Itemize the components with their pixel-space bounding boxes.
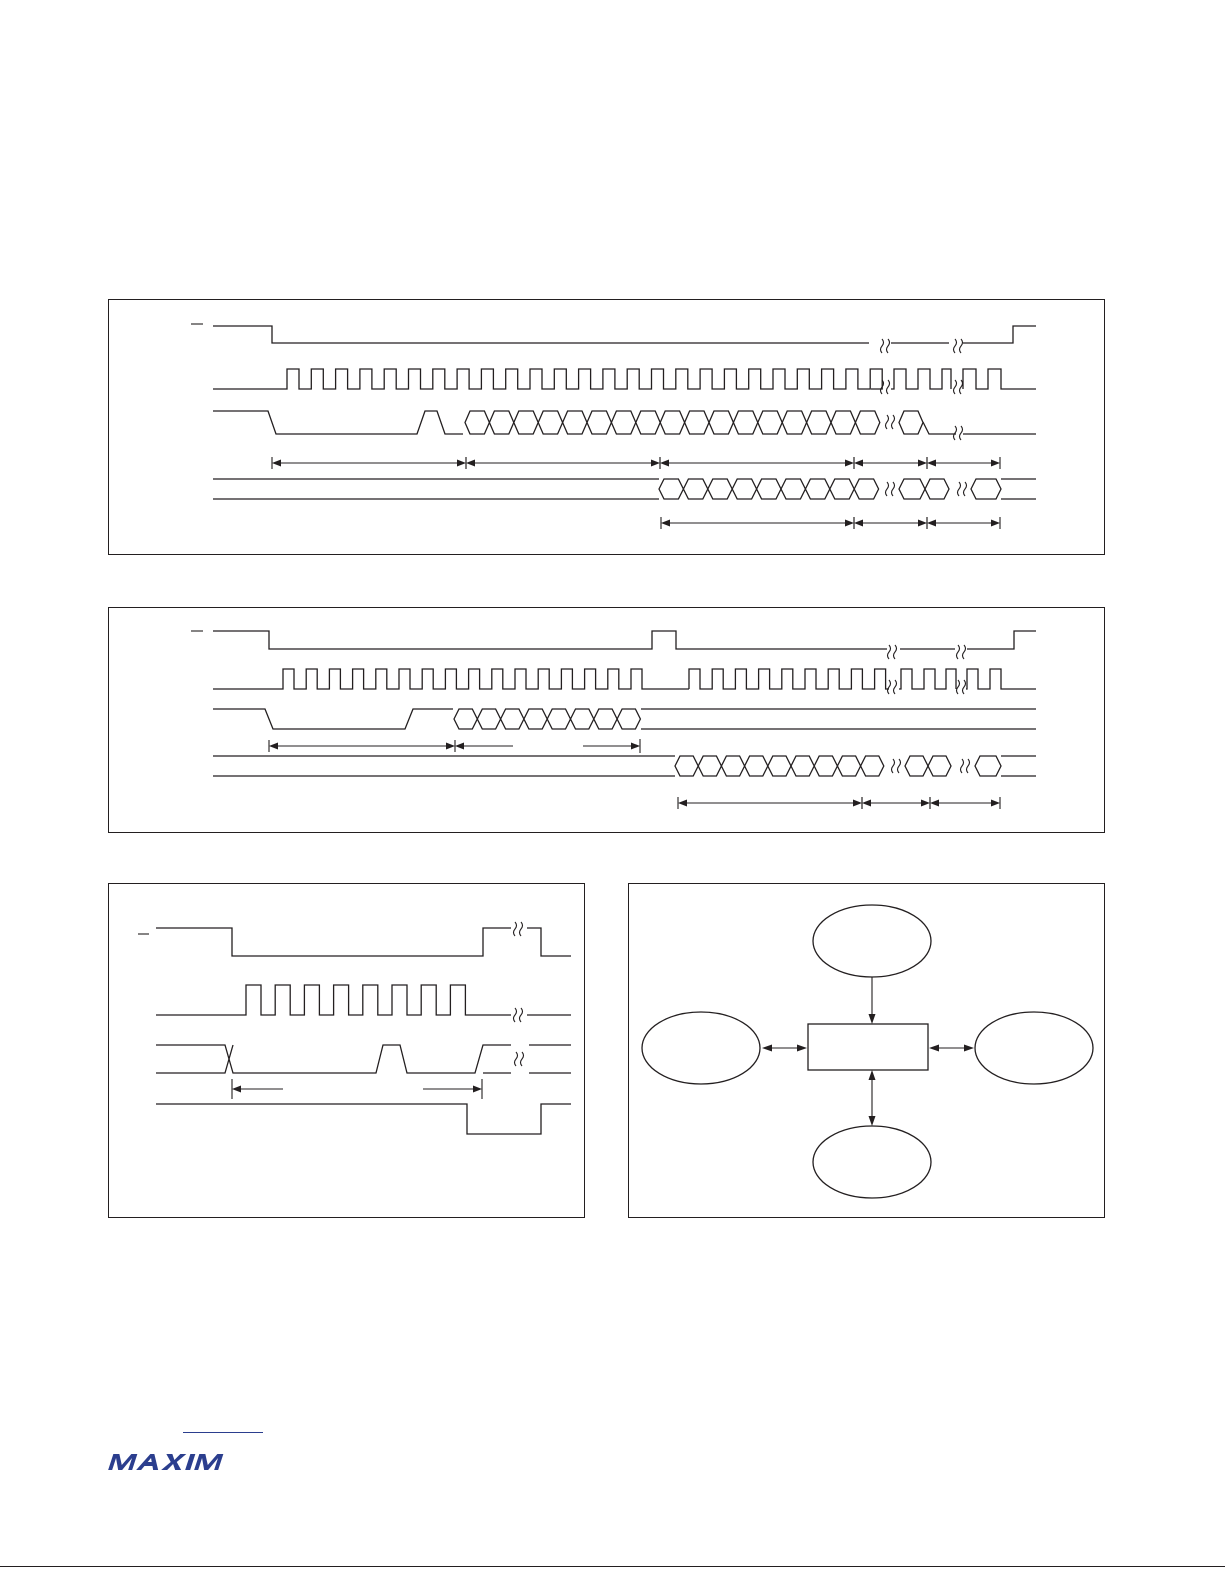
dim-b5-arrow-right — [991, 800, 1000, 807]
din-bus-cell — [733, 411, 757, 434]
dout-bus-cell — [905, 756, 928, 776]
sclk-waveform — [689, 669, 889, 689]
break-mark — [957, 680, 966, 694]
dout-bus-cell — [899, 479, 925, 499]
timing-figure-b-svg — [109, 608, 1106, 834]
dim-a7-arrow-right — [918, 520, 927, 527]
right-center-arrowhead — [964, 1045, 974, 1052]
sclk-waveform — [899, 669, 956, 689]
din-bus-cell — [454, 709, 477, 729]
sclk-waveform — [963, 369, 1036, 389]
sclk-waveform — [966, 669, 1036, 689]
top-ellipse — [813, 905, 931, 977]
din-bus-cell — [563, 411, 587, 434]
dim-a2-arrow-left — [466, 460, 475, 467]
din-bus-cell — [611, 411, 635, 434]
dim-a2-arrow-right — [651, 460, 660, 467]
din-bus-cell — [617, 709, 640, 729]
break-mark — [888, 680, 897, 694]
dout-bus-cell — [659, 479, 683, 499]
dim-a8-arrow-right — [991, 520, 1000, 527]
dim-a1-arrow-right — [457, 460, 466, 467]
dim-a4-arrow-right — [918, 460, 927, 467]
dout-bus-cell — [732, 479, 756, 499]
dim-a6-arrow-right — [845, 520, 854, 527]
din-bus-cell — [660, 411, 684, 434]
dim-a3-arrow-left — [660, 460, 669, 467]
sclk-waveform — [156, 985, 511, 1015]
break-mark — [881, 339, 890, 353]
break-mark — [514, 922, 523, 936]
din-bus-cell — [547, 709, 570, 729]
dim-b1-arrow-right — [446, 743, 455, 750]
dim-a7-arrow-left — [854, 520, 863, 527]
footer-link-underline[interactable] — [183, 1432, 263, 1433]
din-bus-cell — [587, 411, 611, 434]
sclk-waveform — [213, 369, 882, 389]
din-bus-cell — [594, 709, 617, 729]
break-mark — [954, 426, 963, 440]
din-waveform — [923, 422, 956, 434]
cs-waveform — [213, 326, 869, 343]
din-bus-cell — [709, 411, 733, 434]
cs-waveform — [967, 631, 1036, 649]
din-waveform — [156, 1045, 233, 1073]
dim-b2-arrow-left — [455, 743, 464, 750]
dim-a8-arrow-left — [927, 520, 936, 527]
din-bus-cell — [538, 411, 562, 434]
dout-bus-cell — [757, 479, 781, 499]
dout-bus-cell — [805, 479, 829, 499]
dim-a3-arrow-right — [845, 460, 854, 467]
dim-c1-arrow-right — [473, 1086, 482, 1093]
dout-bus-cell — [814, 756, 837, 776]
din-waveform — [213, 709, 453, 729]
timing-figure-a — [108, 299, 1105, 555]
sclk-waveform — [891, 369, 951, 389]
din-bus-cell — [831, 411, 855, 434]
break-mark — [892, 759, 901, 773]
din-bus-cell — [855, 411, 879, 434]
center-box — [808, 1024, 928, 1070]
dim-b3-arrow-right — [853, 800, 862, 807]
dim-a5-arrow-right — [991, 460, 1000, 467]
dim-a1-arrow-left — [272, 460, 281, 467]
dout-waveform — [156, 1104, 571, 1134]
din-bus-cell — [807, 411, 831, 434]
top-to-center-arrowhead — [869, 1014, 876, 1024]
center-bottom-arrowhead — [869, 1116, 876, 1126]
dout-bus-cell — [925, 479, 949, 499]
break-mark — [886, 482, 895, 496]
left-center-arrowhead — [797, 1045, 807, 1052]
dim-b4-arrow-right — [921, 800, 930, 807]
din-bus-cell — [899, 411, 923, 434]
din-bus-cell — [782, 411, 806, 434]
dout-bus-cell — [837, 756, 860, 776]
din-bus-cell — [501, 709, 524, 729]
din-bus-cell — [571, 709, 594, 729]
dout-bus-cell — [830, 479, 854, 499]
block-diagram-svg — [629, 884, 1106, 1219]
break-mark — [957, 645, 966, 659]
dim-a4-arrow-left — [854, 460, 863, 467]
break-mark — [961, 759, 970, 773]
right-ellipse — [975, 1012, 1093, 1084]
dout-bus-cell — [791, 756, 814, 776]
left-center-arrowhead — [762, 1045, 772, 1052]
block-diagram-figure — [628, 883, 1105, 1218]
cs-waveform — [213, 631, 887, 649]
right-center-arrowhead — [929, 1045, 939, 1052]
dim-c1-arrow-left — [232, 1086, 241, 1093]
sclk-waveform — [213, 669, 689, 689]
din-waveform — [156, 1045, 511, 1073]
timing-figure-a-svg — [109, 300, 1106, 556]
dout-bus-cell — [975, 756, 1001, 776]
break-mark — [886, 415, 895, 429]
din-bus-cell — [489, 411, 513, 434]
break-mark — [954, 339, 963, 353]
cs-waveform — [963, 326, 1036, 343]
dim-a6-arrow-left — [661, 520, 670, 527]
dim-b4-arrow-left — [862, 800, 871, 807]
din-bus-cell — [685, 411, 709, 434]
din-bus-cell — [524, 709, 547, 729]
break-mark — [514, 1008, 523, 1022]
din-waveform — [213, 411, 463, 434]
dim-a5-arrow-left — [927, 460, 936, 467]
page-bottom-rule — [0, 1566, 1225, 1567]
din-bus-cell — [465, 411, 489, 434]
break-mark — [515, 1052, 524, 1066]
left-ellipse — [642, 1012, 760, 1084]
din-bus-cell — [758, 411, 782, 434]
center-bottom-arrowhead — [869, 1070, 876, 1080]
din-bus-cell — [477, 709, 500, 729]
break-mark — [958, 482, 967, 496]
break-mark — [954, 380, 963, 394]
dout-bus-cell — [768, 756, 791, 776]
break-mark — [888, 645, 897, 659]
dout-bus-cell — [698, 756, 721, 776]
dout-bus-cell — [708, 479, 732, 499]
din-bus-cell — [636, 411, 660, 434]
dout-bus-cell — [928, 756, 951, 776]
dout-bus-cell — [721, 756, 744, 776]
bottom-ellipse — [813, 1126, 931, 1198]
dout-bus-cell — [861, 756, 884, 776]
dout-bus-cell — [675, 756, 698, 776]
dout-bus-cell — [971, 479, 1001, 499]
dout-bus-cell — [745, 756, 768, 776]
dim-b1-arrow-left — [269, 743, 278, 750]
maxim-logo — [108, 1452, 248, 1472]
cs-waveform — [156, 928, 511, 956]
dout-bus-cell — [854, 479, 878, 499]
timing-figure-c — [108, 883, 585, 1218]
cs-waveform — [527, 928, 571, 956]
dout-bus-cell — [683, 479, 707, 499]
timing-figure-b — [108, 607, 1105, 833]
dout-bus-cell — [781, 479, 805, 499]
dim-b3-arrow-left — [678, 800, 687, 807]
dim-b2-arrow-right — [631, 743, 640, 750]
timing-figure-c-svg — [109, 884, 586, 1219]
din-bus-cell — [514, 411, 538, 434]
dim-b5-arrow-left — [930, 800, 939, 807]
